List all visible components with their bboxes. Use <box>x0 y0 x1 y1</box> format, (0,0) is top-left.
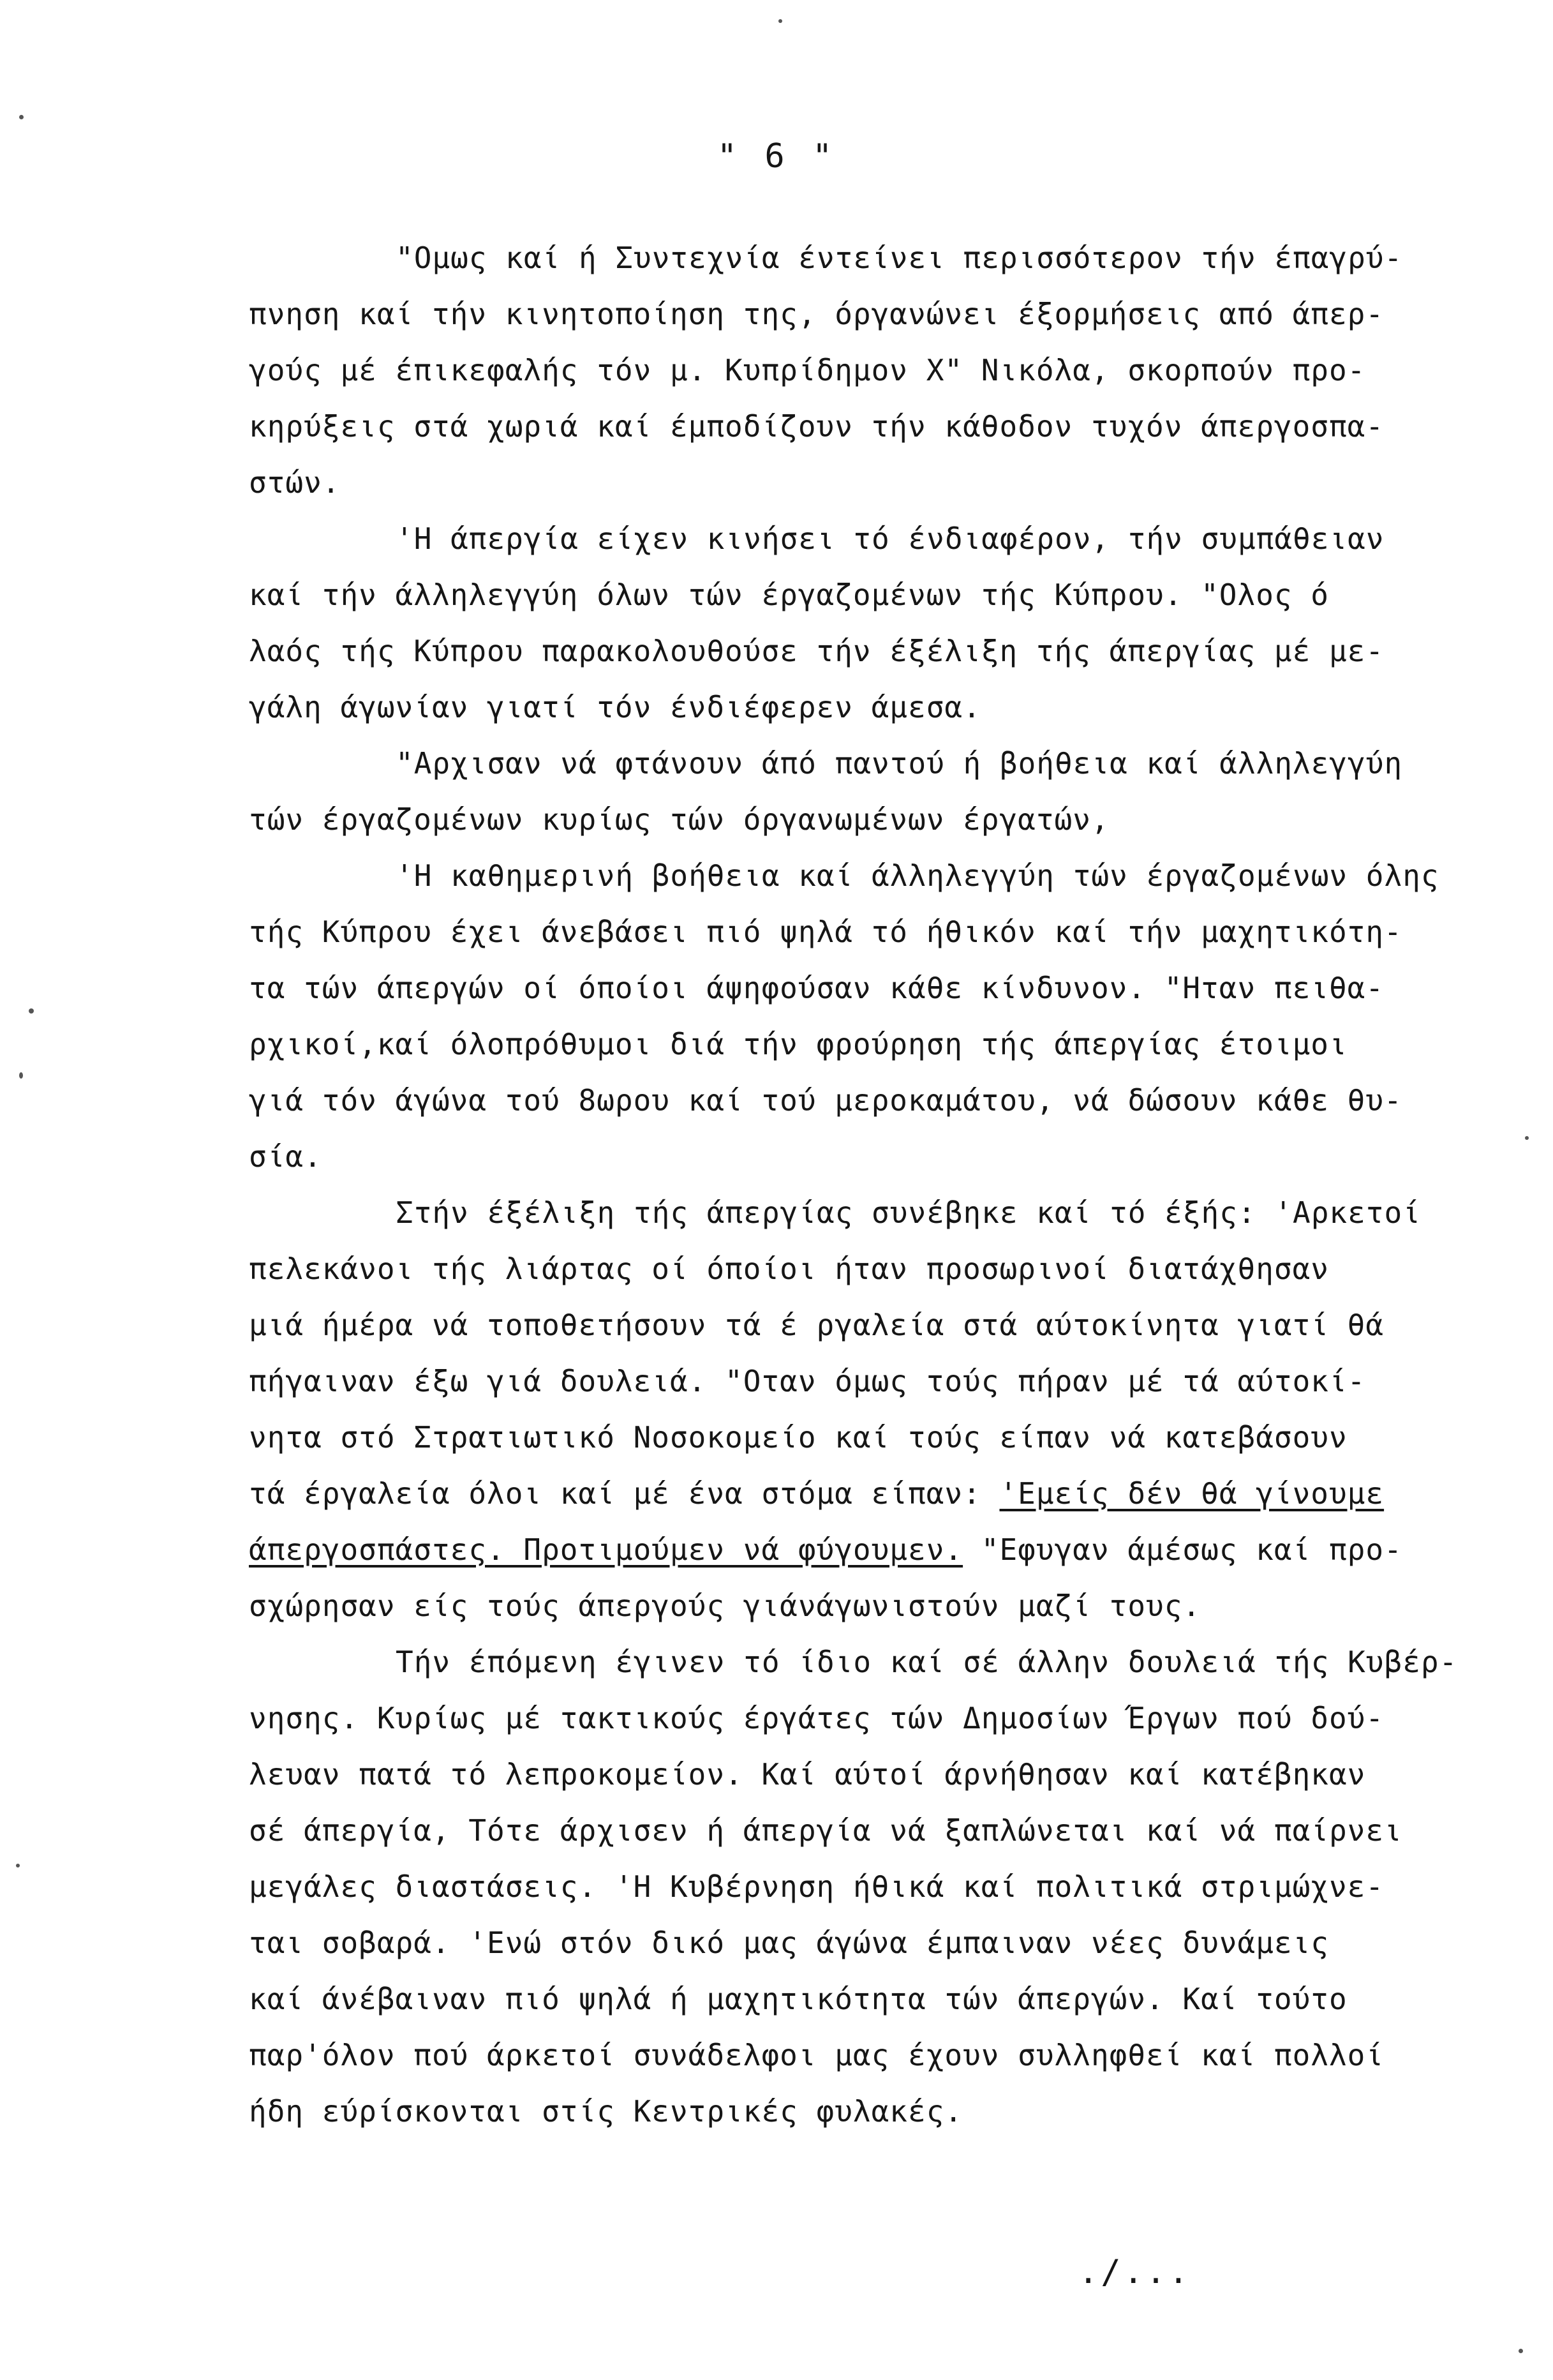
text-line: στών. <box>249 465 341 500</box>
text-line: κηρύξεις στά χωριά καί έμποδίζουν τήν κάθοδον τυχόν άπεργοσπα- <box>249 409 1385 444</box>
text-line: τής Κύπρου έχει άνεβάσει πιό ψηλά τό ήθικόν καί τήν μαχητικότη- <box>249 915 1402 949</box>
scan-speck <box>778 19 782 23</box>
text-line: παρ'όλον πού άρκετοί συνάδελφοι μας έχουν συλληφθεί καί πολλοί <box>249 2038 1385 2072</box>
underlined-quote: 'Εμείς δέν θά γίνουμε <box>999 1476 1385 1511</box>
text-line: νησης. Κυρίως μέ τακτικούς έργάτες τών Δημοσίων Έργων πού δού- <box>249 1701 1385 1735</box>
text-line: Στήν έξέλιξη τής άπεργίας συνέβηκε καί τό έξής: 'Αρκετοί <box>396 1195 1421 1230</box>
text-line: "Αρχισαν νά φτάνουν άπό παντού ή βοήθεια καί άλληλεγγύη <box>396 746 1403 781</box>
text-line: 'Η άπεργία είχεν κινήσει τό ένδιαφέρον, τήν συμπάθειαν <box>396 521 1385 556</box>
page-number: " 6 " <box>717 137 836 176</box>
text-line: μιά ήμέρα νά τοποθετήσουν τά έ ργαλεία στά αύτοκίνητα γιατί θά <box>249 1308 1385 1342</box>
text-line: τών έργαζομένων κυρίως τών όργανωμένων έργατών, <box>249 802 1110 837</box>
text-segment: "Εφυγαν άμέσως καί προ- <box>981 1532 1402 1567</box>
text-segment: τά έργαλεία όλοι καί μέ ένα στόμα είπαν: <box>249 1476 981 1511</box>
text-line: γούς μέ έπικεφαλής τόν μ. Κυπρίδημον Χ" Νικόλα, σκορπούν προ- <box>249 353 1366 387</box>
body-text <box>249 230 1493 2139</box>
text-line: σία. <box>249 1139 322 1174</box>
text-line: λευαν πατά τό λεπροκομείον. Καί αύτοί άρνήθησαν καί κατέβηκαν <box>249 1757 1366 1792</box>
text-line: τα τών άπεργών οί όποίοι άψηφούσαν κάθε κίνδυνον. "Ηταν πειθα- <box>249 971 1385 1005</box>
text-line: Τήν έπόμενη έγινεν τό ίδιο καί σέ άλλην δουλειά τής Κυβέρ- <box>396 1645 1458 1679</box>
text-line: σχώρησαν είς τούς άπεργούς γιάνάγωνιστούν μαζί τους. <box>249 1589 1201 1623</box>
text-line: καί άνέβαιναν πιό ψηλά ή μαχητικότητα τών άπεργών. Καί τούτο <box>249 1982 1348 2016</box>
text-line: "Ομως καί ή Συντεχνία έντείνει περισσότερον τήν έπαγρύ- <box>396 241 1403 275</box>
scan-speck <box>19 115 24 119</box>
text-line <box>249 1465 1493 1522</box>
text-line: ρχικοί,καί όλοπρόθυμοι διά τήν φρούρηση τής άπεργίας έτοιμοι <box>249 1027 1348 1061</box>
scan-speck <box>29 1008 34 1014</box>
text-line: γάλη άγωνίαν γιατί τόν ένδιέφερεν άμεσα. <box>249 690 981 724</box>
text-line: πνηση καί τήν κινητοποίηση της, όργανώνει έξορμήσεις από άπερ- <box>249 297 1385 331</box>
underlined-quote: άπεργοσπάστες. Προτιμούμεν νά φύγουμεν. <box>249 1532 963 1567</box>
text-line: 'Η καθημερινή βοήθεια καί άλληλεγγύη τών έργαζομένων όλης <box>396 858 1439 893</box>
text-line: νητα στό Στρατιωτικό Νοσοκομείο καί τούς είπαν νά κατεβάσουν <box>249 1420 1348 1455</box>
text-line: πήγαιναν έξω γιά δουλειά. "Οταν όμως τούς πήραν μέ τά αύτοκί- <box>249 1364 1366 1398</box>
text-line: γιά τόν άγώνα τού 8ωρου καί τού μεροκαμάτου, νά δώσουν κάθε θυ- <box>249 1083 1402 1118</box>
continuation-mark: ./... <box>1078 2253 1191 2291</box>
text-line: σέ άπεργία, Τότε άρχισεν ή άπεργία νά ξαπλώνεται καί νά παίρνει <box>249 1813 1402 1848</box>
scan-speck <box>1525 1136 1529 1140</box>
text-line: καί τήν άλληλεγγύη όλων τών έργαζομένων τής Κύπρου. "Ολος ό <box>249 578 1329 612</box>
text-line: ήδη εύρίσκονται στίς Κεντρικές φυλακές. <box>249 2094 963 2129</box>
text-line: λαός τής Κύπρου παρακολουθούσε τήν έξέλιξη τής άπεργίας μέ με- <box>249 634 1385 668</box>
text-line: πελεκάνοι τής λιάρτας οί όποίοι ήταν προσωρινοί διατάχθησαν <box>249 1252 1329 1286</box>
text-line: μεγάλες διαστάσεις. 'Η Κυβέρνηση ήθικά καί πολιτικά στριμώχνε- <box>249 1869 1385 1904</box>
text-line <box>249 1522 1493 1578</box>
scan-speck <box>19 1072 23 1079</box>
scan-speck <box>16 1864 20 1867</box>
scan-speck <box>1519 2349 1523 2353</box>
text-line: ται σοβαρά. 'Ενώ στόν δικό μας άγώνα έμπαιναν νέες δυνάμεις <box>249 1926 1329 1960</box>
